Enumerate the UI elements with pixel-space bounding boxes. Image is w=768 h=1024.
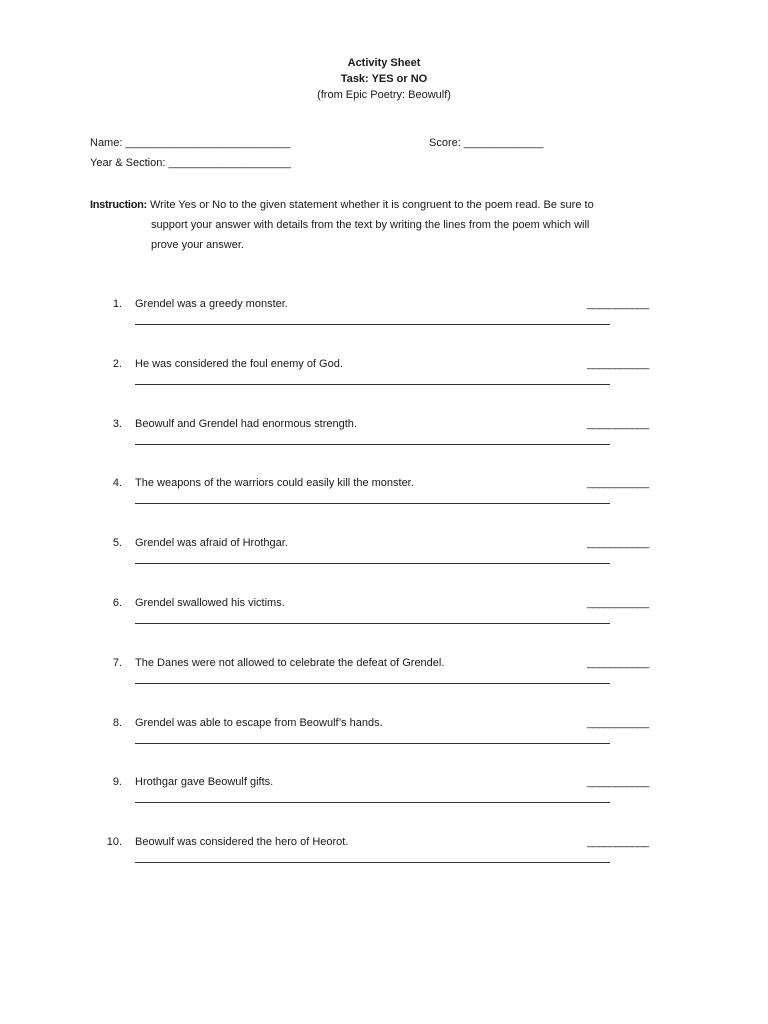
answer-blank[interactable]: ___________ [587,776,649,789]
answer-blank[interactable]: ___________ [587,656,649,669]
answer-blank[interactable]: ___________ [587,597,649,609]
instruction-line-1: Write Yes or No to the given statement whether it is congruent to the poem read. Be sure to [149,199,594,211]
worksheet-title: Activity Sheet [347,57,421,69]
question-text: Grendel was a greedy monster. [135,298,288,310]
question-text: Beowulf was considered the hero of Heorot. [135,836,349,849]
instruction-line-2: support your answer with details from the text by writing the lines from the poem which will [151,219,590,231]
support-line[interactable] [135,384,610,385]
question-item [0,536,768,596]
support-line[interactable] [135,503,610,504]
answer-blank[interactable]: ___________ [587,298,649,310]
instruction-label: Instruction: [90,199,147,211]
question-number: 6. [112,597,122,609]
question-item [0,716,768,776]
worksheet-subtitle: (from Epic Poetry: Beowulf) [317,89,451,101]
question-text: Grendel was able to escape from Beowulf’s hands. [135,716,383,729]
support-line[interactable] [135,862,610,863]
question-text: The Danes were not allowed to celebrate the defeat of Grendel. [135,656,445,669]
answer-blank[interactable]: ___________ [587,716,649,729]
question-text: Beowulf and Grendel had enormous strength. [135,417,357,430]
question-text: Hrothgar gave Beowulf gifts. [135,776,274,789]
answer-blank[interactable]: ___________ [587,477,649,490]
question-item [0,775,768,835]
question-number: 7. [112,656,122,669]
question-number: 5. [112,537,122,550]
question-text: Grendel swallowed his victims. [135,597,285,609]
question-number: 2. [112,357,122,370]
support-line[interactable] [135,623,610,624]
question-item [0,835,768,895]
question-number: 4. [112,477,122,490]
instruction-block [90,195,650,255]
question-number: 9. [112,776,122,789]
score-field: Score: _____________ [429,137,544,149]
answer-blank[interactable]: ___________ [587,417,649,430]
instruction-line-3: prove your answer. [151,239,244,251]
question-number: 10. [106,836,122,849]
support-line[interactable] [135,683,610,684]
question-item [0,417,768,477]
question-text: He was considered the foul enemy of God. [135,357,343,370]
support-line[interactable] [135,563,610,564]
question-item [0,476,768,536]
question-number: 8. [112,716,122,729]
support-line[interactable] [135,324,610,325]
question-text: The weapons of the warriors could easily kill the monster. [135,477,414,490]
question-item [0,596,768,656]
question-number: 3. [112,417,122,430]
year-section-field: Year & Section: ____________________ [90,157,291,169]
question-number: 1. [112,298,122,310]
support-line[interactable] [135,802,610,803]
answer-blank[interactable]: ___________ [587,537,649,550]
question-item [0,297,768,357]
name-field: Name: ___________________________ [90,137,291,149]
worksheet-task: Task: YES or NO [340,73,428,85]
support-line[interactable] [135,444,610,445]
worksheet-header [0,55,768,103]
question-item [0,656,768,716]
support-line[interactable] [135,743,610,744]
answer-blank[interactable]: ___________ [587,357,649,370]
question-text: Grendel was afraid of Hrothgar. [135,537,288,550]
answer-blank[interactable]: ___________ [587,836,649,849]
question-item [0,357,768,417]
